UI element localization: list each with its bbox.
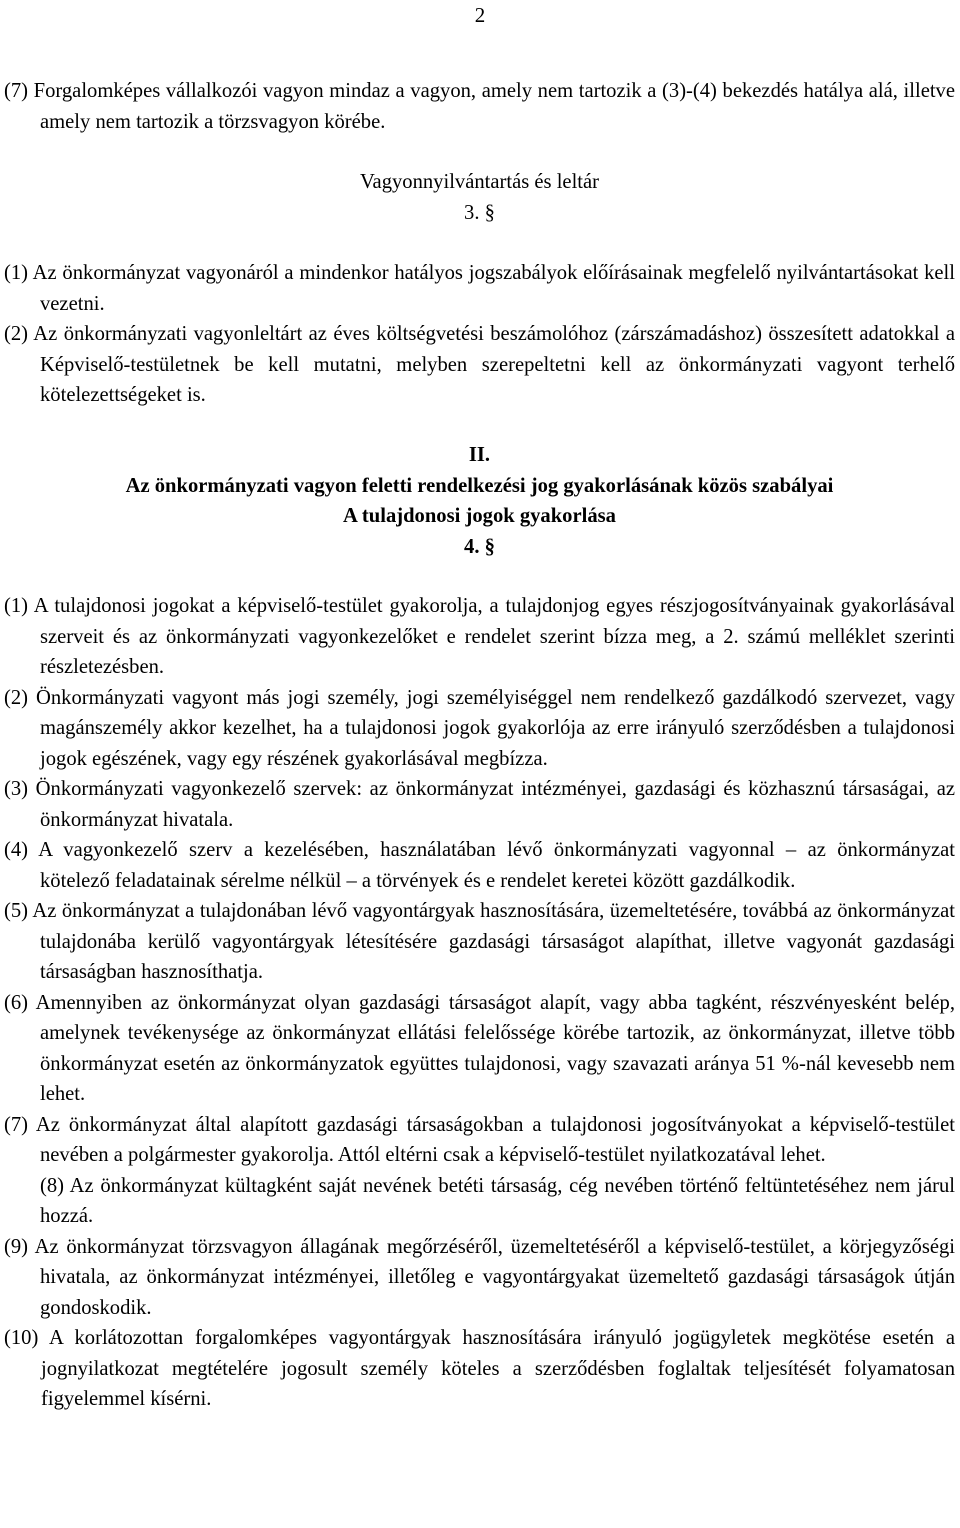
section-3-number: 3. §	[464, 201, 495, 224]
section-4-paragraph-7: (7) Az önkormányzat által alapított gazdasági társaságokban a tulajdonosi jogosítványokat a képviselő-testület nevében a polgármester gyakorolja. Attól eltérni csak a képviselő-testület nyilatkozatával lehet.	[4, 1113, 955, 1166]
chapter-title: Az önkormányzati vagyon feletti rendelkezési jog gyakorlásának közös szabályai	[125, 474, 834, 497]
section-4-paragraph-4: (4) A vagyonkezelő szerv a kezelésében, használatában lévő önkormányzati vagyonnal – az önkormányzat kötelező feladatainak sérelme nélkül – a törvények és e rendelet keretei között gazdálkodik.	[4, 839, 955, 892]
paragraph-text: (7) Forgalomképes vállalkozói vagyon mindaz a vagyon, amely nem tartozik a (3)-(4) bekezdés hatálya alá, illetve amely nem tartozik a törzsvagyon körébe.	[4, 80, 955, 133]
section-4-paragraph-9: (9) Az önkormányzat törzsvagyon állagának megőrzéséről, üzemeltetéséről a képviselő-testület, a körjegyzőségi hivatala, az önkormányzat intézményei, illetőleg e vagyontárgyakat üzemeltető gazdasági társaságok útján gondoskodik.	[4, 1235, 955, 1319]
section-4-paragraph-5: (5) Az önkormányzat a tulajdonában lévő vagyontárgyak hasznosítására, üzemeltetésére, továbbá az önkormányzat tulajdonába kerülő vagyontárgyak létesítésére gazdasági társaságot alapíthat, illetve vagyonát gazdasági társaságban hasznosíthatja.	[4, 900, 955, 983]
section-4-paragraph-2: (2) Önkormányzati vagyont más jogi személy, jogi személyiséggel nem rendelkező gazdálkodó szervezet, vagy magánszemély akkor kezelhet, ha a tulajdonosi jogok gyakorlója az erre irányuló szerződésben a tulajdonosi jogok egészének, vagy egy részének gyakorlásával megbízza.	[4, 686, 955, 770]
section-4-paragraph-1: (1) A tulajdonosi jogokat a képviselő-testület gyakorolja, a tulajdonjog egyes részjogosítványainak gyakorlásával szerveit és az önkormányzati vagyonkezelőket e rendelet szerint bízza meg, a 2. számú melléklet szerinti részletezésben.	[4, 595, 955, 678]
section-3-title: Vagyonnyilvántartás és leltár	[359, 171, 600, 193]
chapter-roman-numeral: II.	[468, 444, 491, 466]
section-4-body	[4, 591, 955, 1415]
section-3-paragraph-2: (2) Az önkormányzati vagyonleltárt az éves költségvetési beszámolóhoz (zárszámadáshoz) összesített adatokkal a Képviselő-testületnek be kell mutatni, melyben szerepeltetni kell az önkormányzati vagyont terhelő kötelezettségeket is.	[4, 323, 955, 406]
section-3-heading	[4, 167, 955, 228]
section-3-body	[4, 258, 955, 411]
section-3-paragraph-1: (1) Az önkormányzat vagyonáról a mindenkor hatályos jogszabályok előírásainak megfelelő nyilvántartásokat kell vezetni.	[4, 262, 955, 315]
paragraph-7-previous	[4, 76, 955, 137]
section-4-paragraph-10: (10) A korlátozottan forgalomképes vagyontárgyak hasznosítására irányuló jogügyletek megkötése esetén a jognyilatkozat megtételére jogosult személy köteles a szerződésben foglaltak teljesítését folyamatosan figyelemmel kísérni.	[4, 1327, 955, 1410]
section-4-paragraph-3: (3) Önkormányzati vagyonkezelő szervek: az önkormányzat intézményei, gazdasági és közhasznú társaságai, az önkormányzat hivatala.	[4, 778, 955, 831]
section-4-paragraph-8: (8) Az önkormányzat kültagként saját nevének betéti társaság, cég nevében történő feltüntetéséhez nem járul hozzá.	[40, 1174, 955, 1227]
chapter-subtitle: A tulajdonosi jogok gyakorlása	[343, 505, 616, 527]
chapter-2-heading	[4, 440, 955, 562]
section-4-number: 4. §	[464, 535, 495, 558]
section-4-paragraph-6: (6) Amennyiben az önkormányzat olyan gazdasági társaságot alapít, vagy abba tagként, részvényesként belép, amelynek tevékenysége az önkormányzat ellátási felelőssége körébe tartozik, az önkormányzat, illetve több önkormányzat esetén az önkormányzatok együttes tulajdonosi, vagy szavazati aránya 51 %-nál kevesebb nem lehet.	[4, 991, 955, 1105]
page-number: 2	[474, 3, 486, 27]
